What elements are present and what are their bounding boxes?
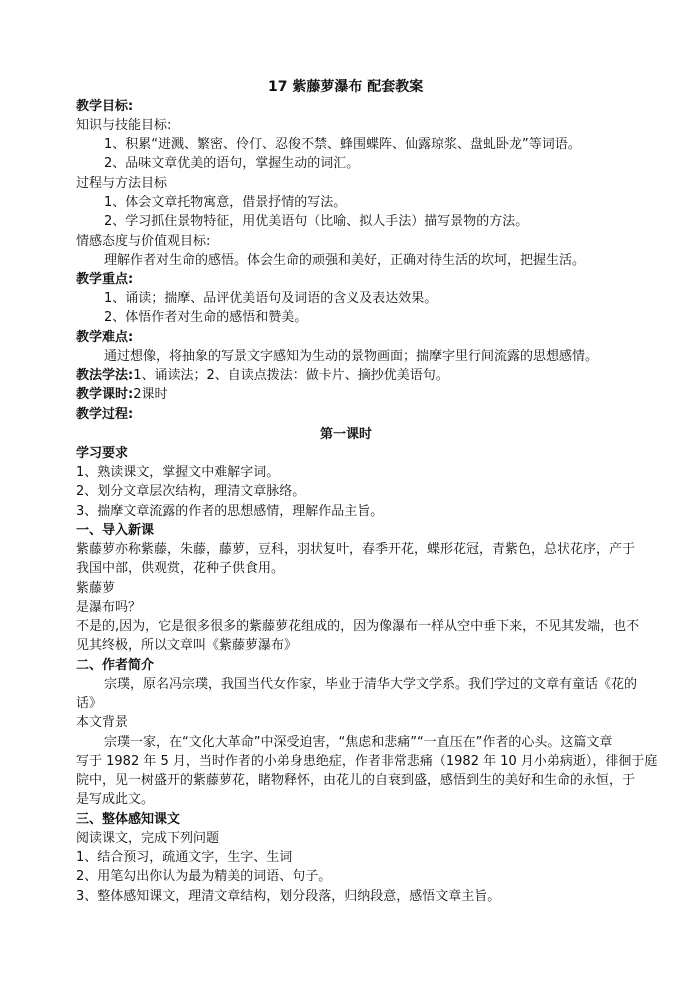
process-heading: 过程与方法目标 [76, 176, 168, 191]
difficulty-heading: 教学难点: [76, 330, 134, 345]
emotion-heading: 情感态度与价值观目标: [76, 234, 211, 249]
paragraph-line: 宗璞一家，在“文化大革命”中深受迫害，“焦虑和悲痛”“一直压在”作者的心头。这篇文章 [104, 735, 613, 750]
process-item: 1、体会文章托物寓意，借景抒情的写法。 [104, 195, 347, 210]
paragraph-line: 宗璞，原名冯宗璞，我国当代女作家，毕业于清华大学文学系。我们学过的文章有童话《花的 [104, 677, 638, 692]
section-heading: 三、整体感知课文 [76, 812, 181, 827]
paragraph-line: 见其终极，所以文章叫《紫藤萝瀑布》 [76, 638, 298, 653]
requirement-item: 2、划分文章层次结构，理清文章脉络。 [76, 484, 306, 499]
paragraph-line: 是写成此文。 [76, 792, 155, 807]
key-points-heading: 教学重点: [76, 272, 134, 287]
background-heading: 本文背景 [76, 715, 129, 730]
emotion-item: 理解作者对生命的感悟。体会生命的顽强和美好，正确对待生活的坎坷，把握生活。 [104, 253, 586, 268]
paragraph-line: 院中，见一树盛开的紫藤萝花，睹物释怀，由花儿的自衰到盛，感悟到生的美好和生命的永恒，于 [76, 773, 636, 788]
section-heading: 二、作者简介 [76, 658, 155, 673]
paragraph-line: 写于 1982 年 5 月，当时作者的小弟身患绝症，作者非常悲痛（1982 年 10 月小弟病逝），徘徊于庭 [76, 754, 658, 769]
paragraph-line: 是瀑布吗？ [76, 600, 142, 615]
paragraph-line: 我国中部，供观赏，花种子供食用。 [76, 561, 285, 576]
requirement-item: 1、熟读课文，掌握文中难解字词。 [76, 465, 280, 480]
requirements-heading: 学习要求 [76, 446, 129, 461]
section-heading: 一、导入新课 [76, 523, 155, 538]
goals-heading: 教学目标: [76, 99, 134, 114]
requirement-item: 3、揣摩文章流露的作者的思想感情，理解作品主旨。 [76, 504, 384, 519]
knowledge-item: 2、品味文章优美的语句，掌握生动的词汇。 [104, 156, 360, 171]
paragraph-line: 话》 [76, 696, 103, 711]
paragraph-line: 阅读课文，完成下列问题 [76, 831, 220, 846]
lesson-heading: 第一课时 [320, 427, 373, 442]
process-item: 2、学习抓住景物特征，用优美语句（比喻、拟人手法）描写景物的方法。 [104, 214, 529, 229]
teaching-process-heading: 教学过程: [76, 407, 134, 422]
paragraph-line: 紫藤萝亦称紫藤，朱藤，藤萝，豆科，羽状复叶，春季开花，蝶形花冠，青紫色，总状花序，产于 [76, 542, 636, 557]
paragraph-line: 紫藤萝 [76, 581, 116, 596]
teaching-method-line [76, 366, 449, 386]
paragraph-line: 不是的,因为，它是很多很多的紫藤萝花组成的，因为像瀑布一样从空中垂下来，不见其发端，也不 [76, 619, 640, 634]
knowledge-heading: 知识与技能目标: [76, 118, 172, 133]
teaching-method-text: 1、诵读法；2、自读点拨法：做卡片、摘抄优美语句。 [133, 368, 449, 383]
key-point-item: 2、体悟作者对生命的感悟和赞美。 [104, 310, 308, 325]
list-item: 3、整体感知课文，理清文章结构，划分段落，归纳段意，感悟文章主旨。 [76, 889, 501, 904]
list-item: 1、结合预习，疏通文字，生字、生词 [76, 850, 293, 865]
key-point-item: 1、诵读；揣摩、品评优美语句及词语的含义及表达效果。 [104, 291, 438, 306]
difficulty-item: 通过想像，将抽象的写景文字感知为生动的景物画面；揣摩字里行间流露的思想感情。 [104, 349, 599, 364]
class-hours-text: 2课时 [133, 387, 168, 402]
teaching-method-label: 教法学法: [76, 368, 134, 383]
class-hours-label: 教学课时: [76, 387, 134, 402]
knowledge-item: 1、积累“迸溅、繁密、伶仃、忍俊不禁、蜂围蝶阵、仙露琼浆、盘虬卧龙”等词语。 [104, 137, 581, 152]
class-hours-line [76, 385, 167, 405]
list-item: 2、用笔勾出你认为最为精美的词语、句子。 [76, 869, 332, 884]
document-title: 17 紫藤萝瀑布 配套教案 [268, 79, 424, 95]
